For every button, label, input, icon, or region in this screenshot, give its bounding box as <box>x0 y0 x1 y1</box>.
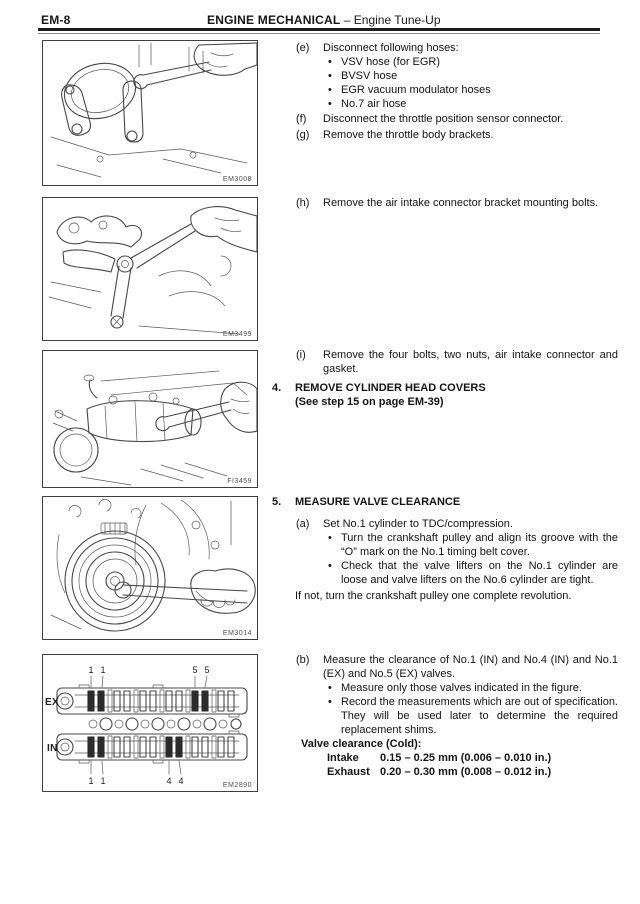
callout-ex-1b: 1 <box>100 665 106 675</box>
figure-code: EM2890 <box>222 782 252 789</box>
list-item: • No.7 air hose <box>328 97 618 111</box>
spec-value: 0.20 – 0.30 mm (0.008 – 0.012 in.) <box>380 766 552 778</box>
step-text: Disconnect following hoses: <box>323 42 459 54</box>
check-list <box>328 531 618 587</box>
step-f <box>296 112 618 126</box>
section-title: MEASURE VALVE CLEARANCE <box>295 496 461 508</box>
callout-ex-1a: 1 <box>88 665 94 675</box>
callout-in-4b: 4 <box>178 776 184 786</box>
section-subtitle: (See step 15 on page EM-39) <box>295 396 444 408</box>
hose-list <box>328 55 618 111</box>
header-rule <box>38 28 600 34</box>
callout-in-1b: 1 <box>100 776 106 786</box>
section-title: ENGINE MECHANICAL <box>207 13 341 27</box>
list-item: • Record the measurements which are out of specification. They will be used later to determine the required replacement shims. <box>328 695 618 737</box>
list-item: • Measure only those valves indicated in the figure. <box>328 681 618 695</box>
list-item: • VSV hose (for EGR) <box>328 55 618 69</box>
step-text: Remove the air intake connector bracket mounting bolts. <box>323 197 599 209</box>
callout-in-1a: 1 <box>88 776 94 786</box>
section-4-heading <box>272 381 619 409</box>
step-text: Measure the clearance of No.1 (IN) and No.4 (IN) and No.1 (EX) and No.5 (EX) valves. <box>323 654 618 680</box>
step-label: (b) <box>296 654 310 666</box>
step-i <box>296 348 618 376</box>
figure-code: EM3499 <box>222 331 252 338</box>
step-h <box>296 196 618 210</box>
spec-value: 0.15 – 0.25 mm (0.006 – 0.010 in.) <box>380 752 552 764</box>
callout-ex-5a: 5 <box>192 665 198 675</box>
figure-camshaft-valve-diagram <box>42 654 258 792</box>
list-item: • Turn the crankshaft pulley and align its groove with the “O” mark on the No.1 timing belt cover. <box>328 531 618 559</box>
step-label: (f) <box>296 113 307 125</box>
step-5a <box>296 517 618 587</box>
step-5a-note: If not, turn the crankshaft pulley one complete revolution. <box>295 590 572 602</box>
throttle-body-brackets-illustration <box>43 41 257 185</box>
title-separator: – <box>343 13 351 27</box>
step-label: (e) <box>296 42 310 54</box>
figure-intake-bracket-bolts <box>42 197 258 341</box>
figure-crankshaft-pulley <box>42 496 258 640</box>
figure-code: EM3008 <box>222 176 252 183</box>
spec-name: Intake <box>327 752 359 764</box>
step-label: (g) <box>296 129 310 141</box>
section-number: 5. <box>272 496 282 508</box>
page-title <box>207 13 441 27</box>
figure-air-intake-connector <box>42 350 258 488</box>
step-text: Set No.1 cylinder to TDC/compression. <box>323 518 513 530</box>
step-text: Remove the throttle body brackets. <box>323 129 494 141</box>
spec-heading: Valve clearance (Cold): <box>301 738 422 750</box>
camshaft-valve-diagram-illustration <box>43 655 257 791</box>
list-item: • BVSV hose <box>328 69 618 83</box>
step-label: (i) <box>296 349 306 361</box>
step-g <box>296 128 618 142</box>
section-number: 4. <box>272 382 282 394</box>
callout-ex-5b: 5 <box>204 665 210 675</box>
section-title-block <box>295 381 619 409</box>
intake-bracket-bolts-illustration <box>43 198 257 340</box>
section-title: REMOVE CYLINDER HEAD COVERS <box>295 382 486 394</box>
figure-throttle-body-brackets <box>42 40 258 186</box>
page-number: EM-8 <box>41 13 71 27</box>
figure-code: FI3459 <box>227 478 252 485</box>
step-label: (a) <box>296 518 310 530</box>
section-5-heading <box>272 495 619 509</box>
crankshaft-pulley-illustration <box>43 497 257 639</box>
valve-clearance-spec <box>301 737 621 779</box>
exhaust-cam-label: EX <box>45 697 59 708</box>
step-e <box>296 41 618 111</box>
step-text: Remove the four bolts, two nuts, air intake connector and gasket. <box>323 349 618 375</box>
step-label: (h) <box>296 197 310 209</box>
spec-name: Exhaust <box>327 766 370 778</box>
air-intake-connector-illustration <box>43 351 257 487</box>
figure-code: EM3014 <box>222 630 252 637</box>
list-item: • EGR vacuum modulator hoses <box>328 83 618 97</box>
step-text: Disconnect the throttle position sensor connector. <box>323 113 564 125</box>
measure-list <box>328 681 618 737</box>
step-5b <box>296 653 618 737</box>
spec-row-exhaust <box>327 765 621 779</box>
intake-cam-label: IN <box>47 743 58 754</box>
spec-row-intake <box>327 751 621 765</box>
callout-in-4a: 4 <box>166 776 172 786</box>
subsection-title: Engine Tune-Up <box>353 13 441 27</box>
list-item: • Check that the valve lifters on the No.1 cylinder are loose and valve lifters on the No.6 cylinder are tight. <box>328 559 618 587</box>
